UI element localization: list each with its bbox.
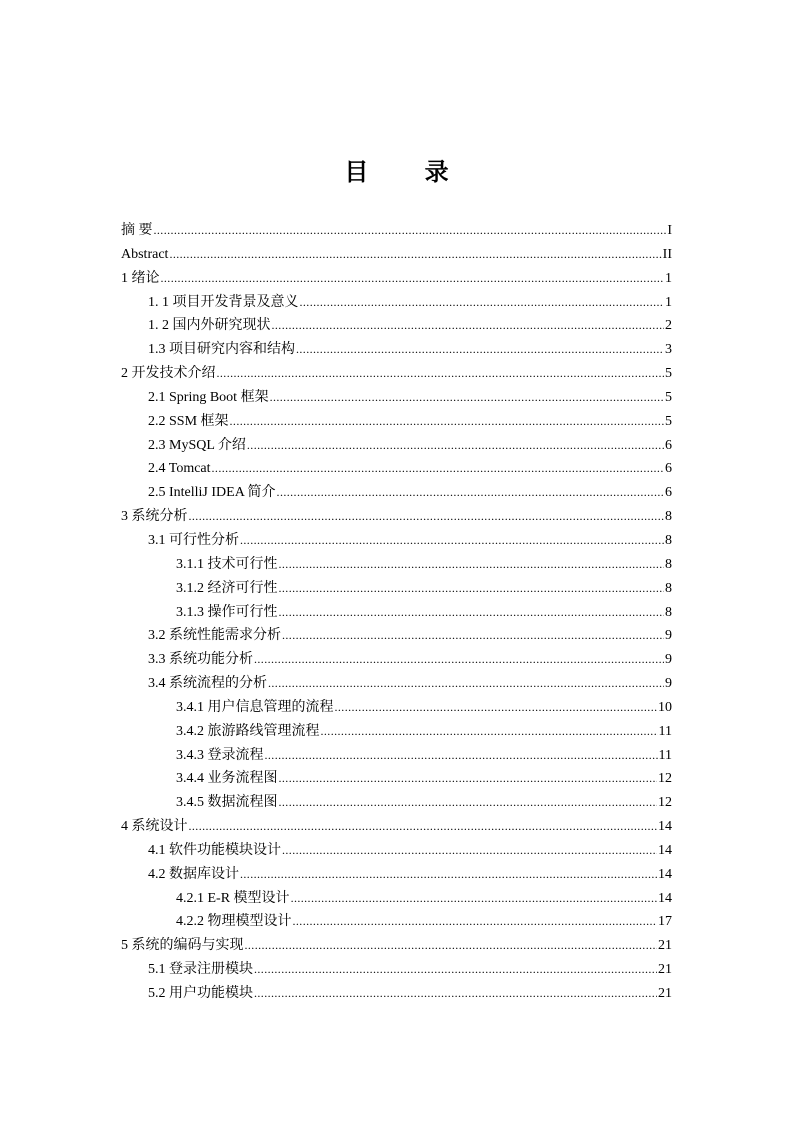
toc-entry-label: 3.4.2 旅游路线管理流程 [176, 723, 320, 739]
toc-dot-leader [268, 672, 664, 696]
toc-entry-page-number: 6 [665, 485, 672, 501]
toc-entry-label: 5.1 登录注册模块 [148, 962, 253, 978]
toc-dot-leader [282, 624, 664, 648]
toc-entry-page-number: 11 [658, 747, 672, 763]
page-title: 目 录 [344, 158, 473, 186]
toc-entry[interactable] [121, 648, 672, 672]
toc-entry-label: 3.4.1 用户信息管理的流程 [176, 699, 334, 715]
toc-dot-leader [154, 219, 667, 243]
toc-entry-label: 2.2 SSM 框架 [148, 413, 229, 429]
toc-dot-leader [212, 457, 664, 481]
toc-entry-page-number: 8 [665, 509, 672, 525]
toc-entry-label: 4 系统设计 [121, 819, 188, 835]
toc-entry[interactable] [121, 243, 672, 267]
toc-entry-page-number: 12 [658, 771, 672, 787]
toc-entry[interactable] [121, 863, 672, 887]
toc-entry-page-number: 8 [665, 580, 672, 596]
toc-entry-page-number: 9 [665, 628, 672, 644]
toc-entry-page-number: 21 [658, 986, 672, 1001]
toc-entry[interactable] [121, 410, 672, 434]
toc-entry-label: 摘 要 [121, 223, 153, 238]
toc-entry-page-number: 17 [658, 914, 672, 930]
toc-entry-page-number: 1 [665, 294, 672, 310]
toc-dot-leader [240, 529, 664, 553]
toc-entry[interactable] [121, 720, 672, 744]
toc-entry-label: 3.3 系统功能分析 [148, 652, 253, 668]
toc-entry-label: 3.2 系统性能需求分析 [148, 628, 281, 644]
toc-entry-page-number: 8 [665, 556, 672, 572]
table-of-contents [121, 219, 672, 1006]
toc-entry[interactable] [121, 481, 672, 505]
toc-dot-leader [279, 553, 665, 577]
toc-entry[interactable] [121, 457, 672, 481]
toc-entry[interactable] [121, 887, 672, 911]
toc-dot-leader [270, 386, 664, 410]
toc-dot-leader [265, 744, 658, 768]
toc-dot-leader [254, 648, 664, 672]
toc-entry-label: 1.3 项目研究内容和结构 [148, 342, 295, 358]
toc-dot-leader [189, 815, 658, 839]
toc-entry-label: 4.2 数据库设计 [148, 866, 239, 882]
toc-entry[interactable] [121, 362, 672, 386]
toc-entry-page-number: 21 [658, 962, 672, 978]
toc-entry-page-number: 11 [658, 723, 672, 739]
toc-dot-leader [254, 982, 657, 1006]
toc-entry-page-number: 9 [665, 676, 672, 692]
toc-entry-label: 1 绪论 [121, 270, 160, 286]
toc-dot-leader [321, 720, 658, 744]
toc-entry-label: 3 系统分析 [121, 509, 188, 525]
toc-entry-page-number: 14 [658, 890, 672, 906]
toc-entry-label: 2.4 Tomcat [148, 461, 211, 477]
toc-dot-leader [247, 434, 664, 458]
toc-entry-label: 2.5 IntelliJ IDEA 简介 [148, 485, 276, 501]
toc-entry-page-number: 5 [665, 389, 672, 405]
toc-dot-leader [169, 243, 661, 267]
toc-entry-page-number: I [667, 223, 672, 238]
toc-dot-leader [240, 863, 657, 887]
toc-dot-leader [291, 887, 657, 911]
toc-entry[interactable] [121, 553, 672, 577]
toc-entry-label: 3.4 系统流程的分析 [148, 676, 267, 692]
toc-entry-page-number: 10 [658, 699, 672, 715]
toc-entry-page-number: 8 [665, 604, 672, 620]
toc-entry-label: 4.2.2 物理模型设计 [176, 914, 292, 930]
toc-entry-page-number: 14 [658, 866, 672, 882]
toc-entry-page-number: 8 [665, 532, 672, 548]
toc-entry-label: 4.1 软件功能模块设计 [148, 842, 281, 858]
toc-entry[interactable] [121, 291, 672, 315]
toc-dot-leader [335, 696, 658, 720]
toc-dot-leader [245, 934, 658, 958]
toc-entry[interactable] [121, 267, 672, 291]
toc-dot-leader [189, 505, 665, 529]
toc-dot-leader [282, 839, 657, 863]
toc-entry-label: 3.1.3 操作可行性 [176, 604, 278, 620]
toc-entry[interactable] [121, 791, 672, 815]
toc-entry-label: 4.2.1 E-R 模型设计 [176, 890, 290, 906]
toc-dot-leader [279, 577, 665, 601]
toc-entry-label: 3.1 可行性分析 [148, 532, 239, 548]
toc-entry[interactable] [121, 434, 672, 458]
toc-entry-page-number: 2 [665, 318, 672, 334]
toc-entry[interactable] [121, 815, 672, 839]
toc-entry-page-number: II [662, 246, 672, 262]
toc-entry-page-number: 14 [658, 819, 672, 835]
toc-dot-leader [300, 291, 665, 315]
toc-entry[interactable] [121, 839, 672, 863]
toc-entry-page-number: 5 [665, 366, 672, 382]
toc-entry-label: 3.1.2 经济可行性 [176, 580, 278, 596]
toc-entry-label: 1. 2 国内外研究现状 [148, 318, 271, 334]
toc-entry-page-number: 9 [665, 652, 672, 668]
toc-dot-leader [293, 910, 658, 934]
toc-entry[interactable] [121, 505, 672, 529]
toc-entry-label: 3.4.3 登录流程 [176, 747, 264, 763]
toc-entry[interactable] [121, 934, 672, 958]
toc-dot-leader [279, 791, 658, 815]
toc-entry[interactable] [121, 386, 672, 410]
toc-entry[interactable] [121, 219, 672, 243]
toc-entry-label: 1. 1 项目开发背景及意义 [148, 294, 299, 310]
toc-entry-label: 3.1.1 技术可行性 [176, 556, 278, 572]
toc-entry[interactable] [121, 672, 672, 696]
toc-entry-page-number: 1 [665, 270, 672, 286]
toc-entry[interactable] [121, 577, 672, 601]
toc-entry-page-number: 5 [665, 413, 672, 429]
toc-dot-leader [254, 958, 657, 982]
toc-entry-page-number: 14 [658, 842, 672, 858]
toc-entry[interactable] [121, 601, 672, 625]
toc-entry[interactable] [121, 314, 672, 338]
toc-entry[interactable] [121, 767, 672, 791]
toc-entry-page-number: 3 [665, 342, 672, 358]
toc-entry[interactable] [121, 338, 672, 362]
toc-dot-leader [296, 338, 664, 362]
toc-dot-leader [230, 410, 664, 434]
toc-dot-leader [217, 362, 665, 386]
toc-entry-label: 3.4.4 业务流程图 [176, 771, 278, 787]
toc-dot-leader [279, 767, 658, 791]
toc-entry-label: 3.4.5 数据流程图 [176, 795, 278, 811]
toc-dot-leader [277, 481, 664, 505]
toc-entry[interactable] [121, 744, 672, 768]
toc-entry-label: 5.2 用户功能模块 [148, 986, 253, 1001]
toc-dot-leader [161, 267, 665, 291]
toc-entry[interactable] [121, 958, 672, 982]
toc-entry-label: Abstract [121, 246, 169, 262]
toc-entry[interactable] [121, 529, 672, 553]
toc-entry-label: 2 开发技术介绍 [121, 366, 216, 382]
toc-entry[interactable] [121, 982, 672, 1006]
toc-entry[interactable] [121, 624, 672, 648]
toc-entry[interactable] [121, 696, 672, 720]
toc-entry-label: 5 系统的编码与实现 [121, 938, 244, 954]
toc-dot-leader [279, 601, 665, 625]
toc-entry[interactable] [121, 910, 672, 934]
toc-entry-label: 2.3 MySQL 介绍 [148, 437, 246, 453]
toc-entry-page-number: 6 [665, 461, 672, 477]
toc-entry-page-number: 6 [665, 437, 672, 453]
toc-entry-label: 2.1 Spring Boot 框架 [148, 389, 269, 405]
toc-entry-page-number: 12 [658, 795, 672, 811]
toc-dot-leader [272, 314, 665, 338]
toc-entry-page-number: 21 [658, 938, 672, 954]
